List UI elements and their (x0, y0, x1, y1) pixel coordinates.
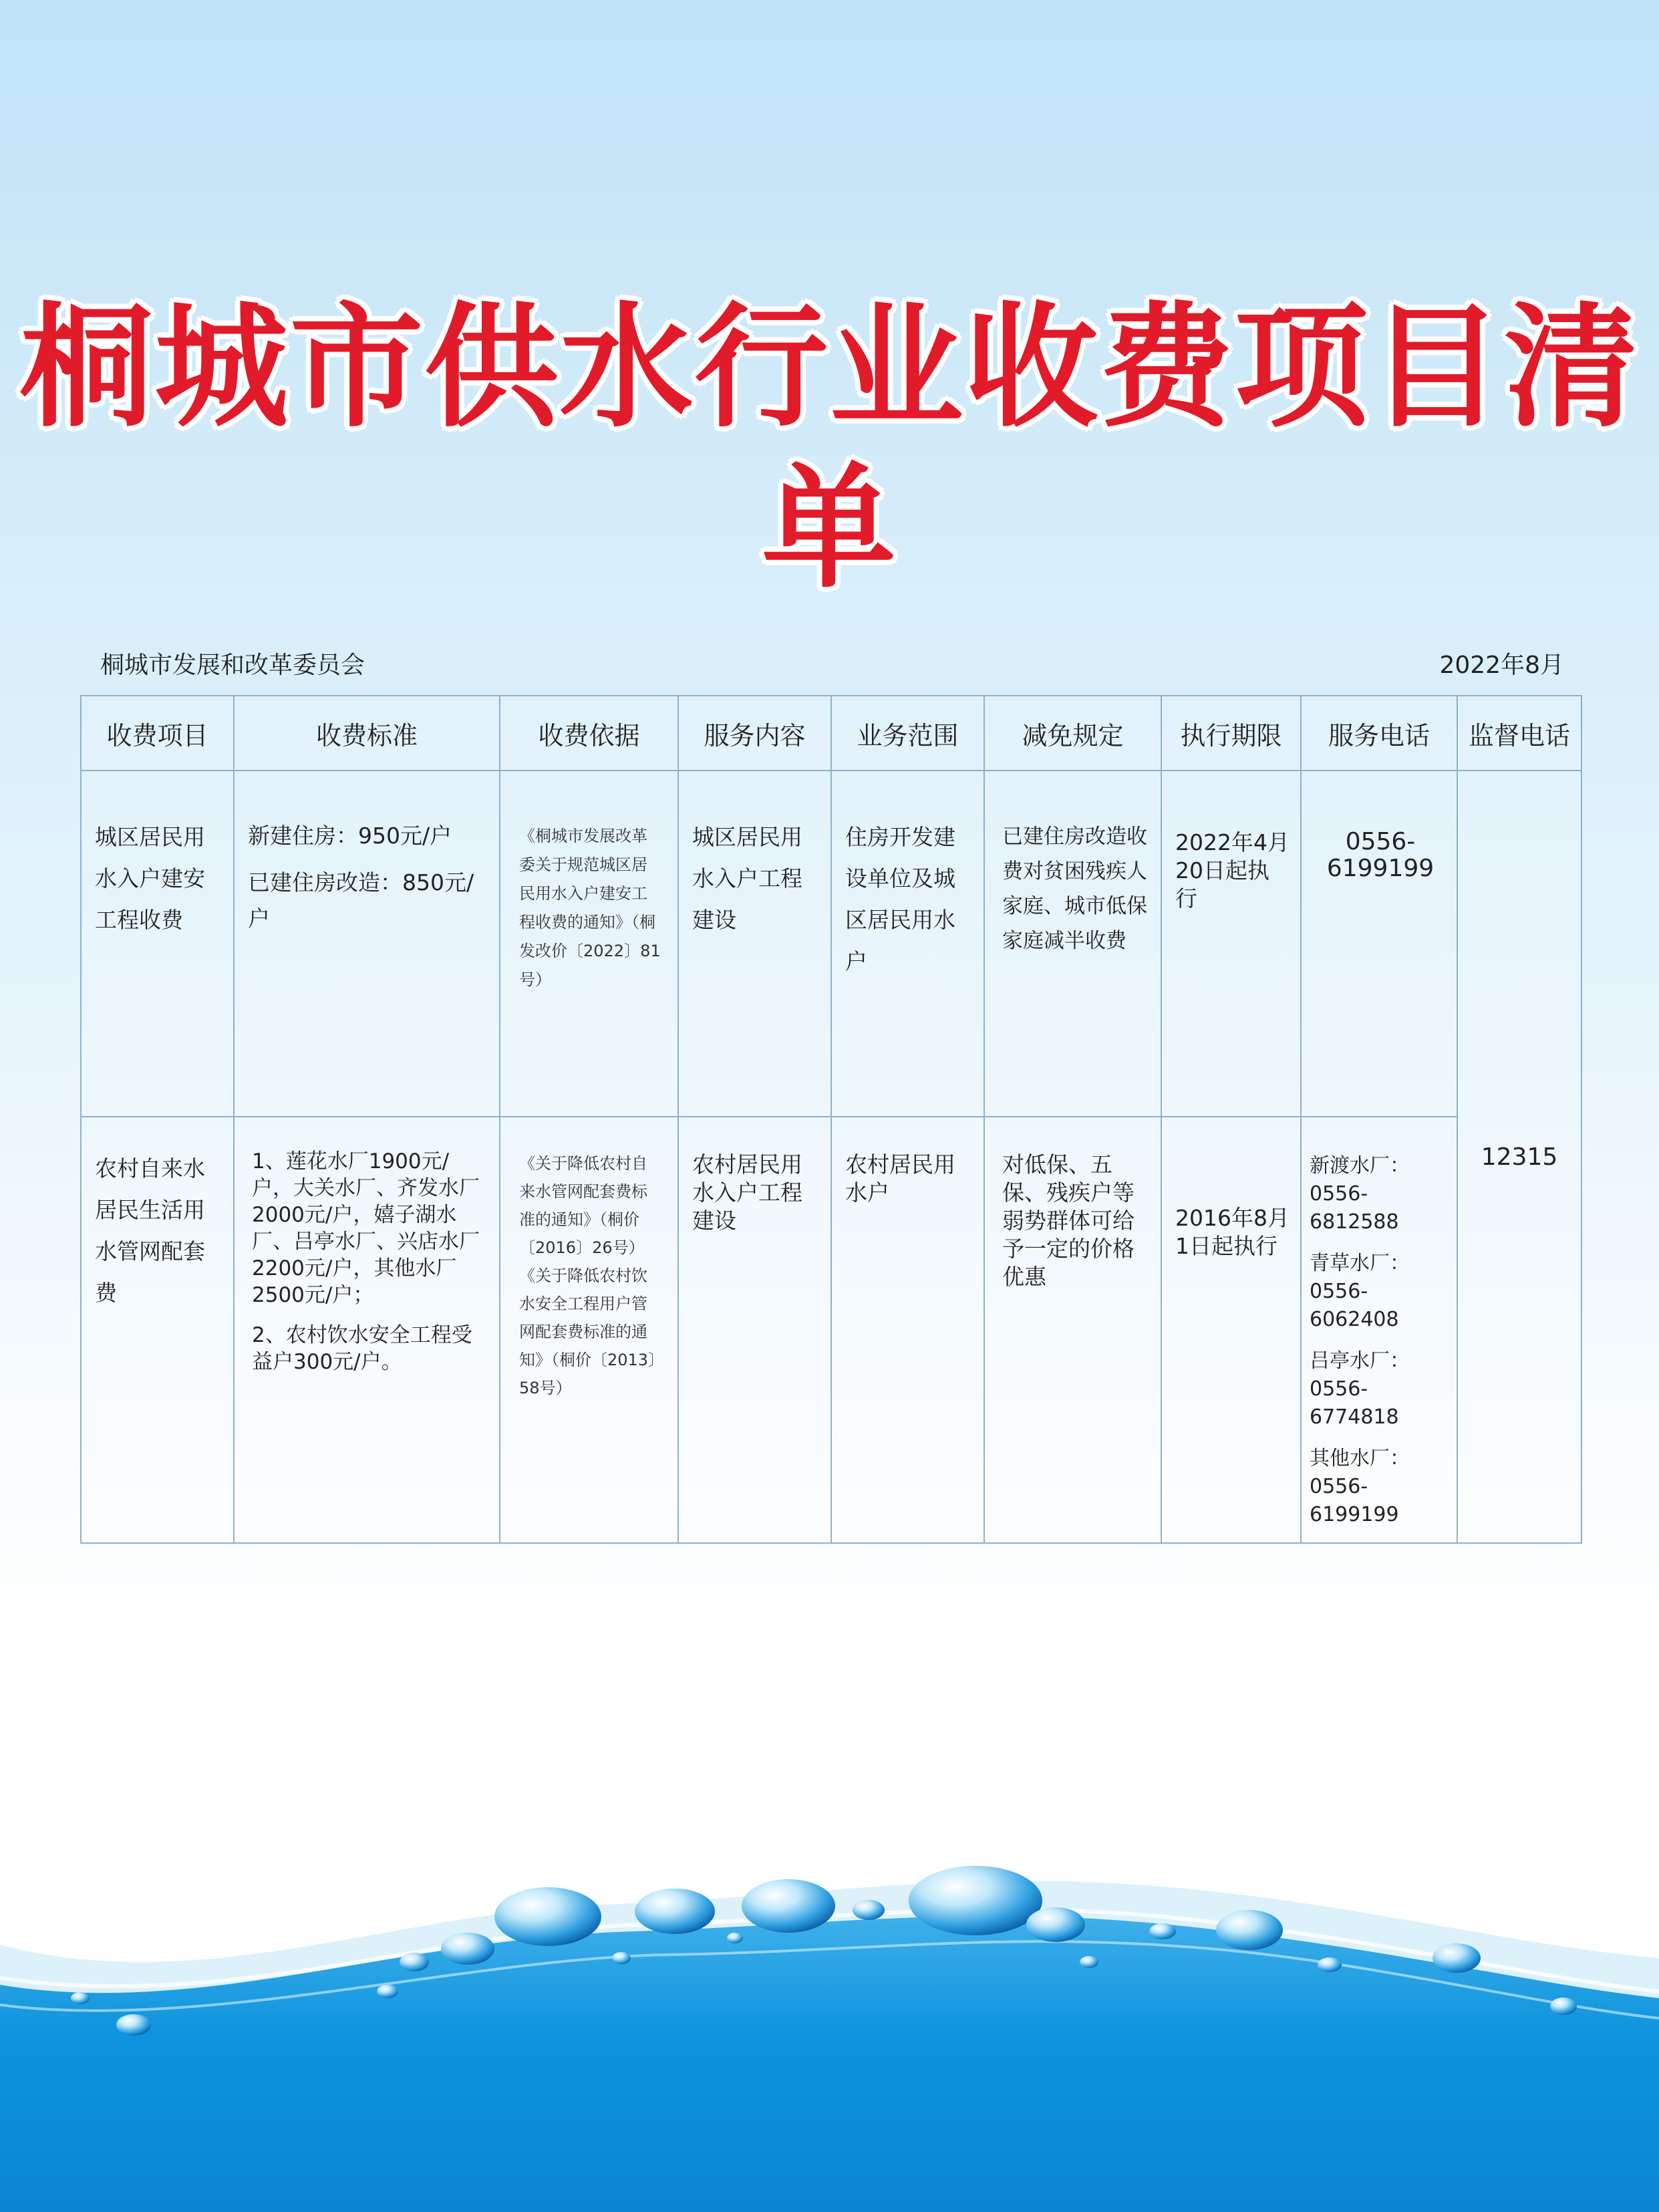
header-cell: 收费标准 (234, 696, 500, 771)
fee-standard-cell (234, 1117, 500, 1543)
plant-name: 青草水厂： (1310, 1252, 1410, 1275)
issue-date: 2022年8月 (1439, 652, 1564, 679)
plant-name: 新渡水厂： (1310, 1154, 1410, 1178)
page-title: 桐城市供水行业收费项目清单 (19, 289, 1640, 606)
phone-entry (1310, 1250, 1450, 1334)
header-cell: 减免规定 (984, 696, 1161, 771)
service-phone-cell: 0556-6199199 (1301, 771, 1457, 1117)
period-cell: 2022年4月20日起执行 (1161, 771, 1301, 1117)
business-scope-cell: 农村居民用水户 (831, 1117, 984, 1543)
business-scope-cell: 住房开发建设单位及城区居民用水户 (831, 771, 984, 1117)
phone-entry (1310, 1347, 1450, 1431)
header-cell: 收费项目 (81, 696, 234, 771)
table-header-row (81, 696, 1581, 771)
standard-line: 2、农村饮水安全工程受益户300元/户。 (252, 1323, 472, 1374)
fee-item-cell: 农村自来水居民生活用水管网配套费 (81, 1117, 234, 1543)
service-phone-cell (1301, 1117, 1457, 1543)
standard-line: 新建住房：950元/户 (248, 823, 452, 849)
table-row (81, 1117, 1581, 1543)
plant-name: 吕亭水厂： (1310, 1349, 1410, 1373)
supervision-phone-cell: 12315 (1457, 771, 1581, 1543)
service-content-cell: 城区居民用水入户工程建设 (678, 771, 831, 1117)
fee-table (80, 695, 1582, 1544)
issuer-label: 桐城市发展和改革委员会 (100, 652, 365, 679)
basis-line: 《关于降低农村自来水管网配套费标准的通知》（桐价〔2016〕26号） (519, 1154, 647, 1257)
water-wave-decoration (0, 1831, 1659, 2212)
header-cell: 执行期限 (1161, 696, 1301, 771)
period-cell: 2016年8月1日起执行 (1161, 1117, 1301, 1543)
reduction-cell: 对低保、五保、残疾户等弱势群体可给予一定的价格优惠 (984, 1117, 1161, 1543)
plant-phone: 0556-6774818 (1310, 1377, 1399, 1429)
table-row (81, 771, 1581, 1117)
reduction-cell: 已建住房改造收费对贫困残疾人家庭、城市低保家庭减半收费 (984, 771, 1161, 1117)
plant-name: 其他水厂： (1310, 1447, 1410, 1470)
plant-phone: 0556-6812588 (1310, 1182, 1399, 1234)
fee-basis-cell (500, 1117, 678, 1543)
basis-line: 《关于降低农村饮水安全工程用户管网配套费标准的通知》（桐价〔2013〕58号） (519, 1266, 657, 1397)
fee-standard-cell (234, 771, 500, 1117)
header-cell: 服务电话 (1301, 696, 1457, 771)
fee-item-cell: 城区居民用水入户建安工程收费 (81, 771, 234, 1117)
phone-entry (1310, 1445, 1450, 1529)
service-content-cell: 农村居民用水入户工程建设 (678, 1117, 831, 1543)
header-cell: 服务内容 (678, 696, 831, 771)
plant-phone: 0556-6062408 (1310, 1280, 1399, 1331)
plant-phone: 0556-6199199 (1310, 1475, 1399, 1526)
phone-entry (1310, 1152, 1450, 1236)
fee-basis-cell: 《桐城市发展改革委关于规范城区居民用水入户建安工程收费的通知》（桐发改价〔2022〕81号） (500, 771, 678, 1117)
header-cell: 业务范围 (831, 696, 984, 771)
header-cell: 监督电话 (1457, 696, 1581, 771)
standard-line: 1、莲花水厂1900元/户，大关水厂、齐发水厂2000元/户，嬉子湖水厂、吕亭水厂、兴店水厂2200元/户，其他水厂2500元/户； (252, 1149, 480, 1307)
header-cell: 收费依据 (500, 696, 678, 771)
standard-line: 已建住房改造：850元/户 (248, 869, 474, 932)
